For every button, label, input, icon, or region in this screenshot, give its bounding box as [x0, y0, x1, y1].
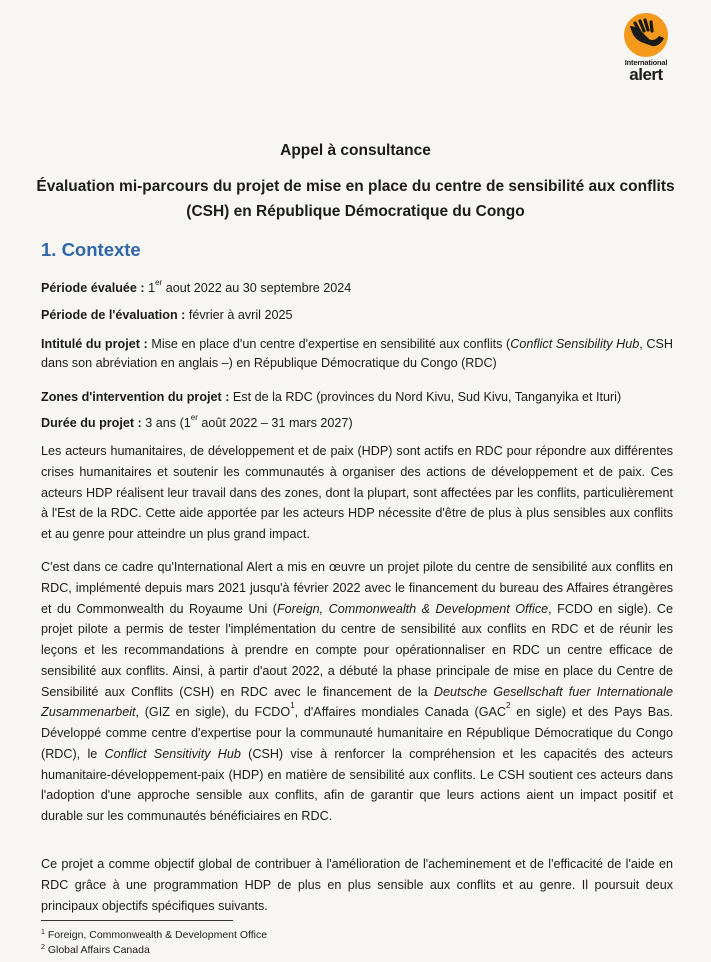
paragraph-2 — [41, 557, 673, 827]
superscript: er — [190, 413, 198, 422]
text-run: C'est dans ce cadre qu'International Alert a mis en œuvre un projet pilote du centre de sensibilité aux conflits en RDC, implémenté depuis mars 2021 jusqu'à février 2022 avec le financement du bureau des Affaires étrangères et du Commonwealth du Royaume Uni ( — [41, 560, 673, 616]
field-periode-evaluation — [41, 305, 673, 325]
section-heading: 1. Contexte — [41, 239, 141, 260]
field-value-italic: Conflict Sensibility Hub — [510, 337, 640, 351]
field-zones — [41, 387, 673, 407]
field-label: Durée du projet : — [41, 416, 142, 430]
footnote-2 — [41, 944, 150, 957]
logo-text-bottom: alert — [629, 65, 663, 84]
field-duree — [41, 413, 673, 433]
footnote-ref: 2 — [506, 701, 511, 711]
field-periode-evaluee — [41, 278, 673, 298]
field-value: 1 — [148, 281, 156, 295]
superscript: er — [155, 278, 163, 287]
paragraph-3: Ce projet a comme objectif global de contribuer à l'amélioration de l'acheminement et de l'efficacité de l'aide en RDC grâce à une programmation HDP de plus en plus sensible aux conflits et au genre. Il poursuit deux principaux objectifs spécifiques suivants. — [41, 857, 673, 913]
document-title: Appel à consultance — [280, 142, 431, 159]
text-run: , d'Affaires mondiales Canada (GAC — [294, 705, 506, 720]
field-value: 3 ans (1 — [145, 416, 191, 430]
field-value: Est de la RDC (provinces du Nord Kivu, Sud Kivu, Tanganyika et Ituri) — [232, 390, 622, 404]
text-run: en sigle) et des Pays Bas. Développé comme centre d'expertise pour la communauté humanitaire en République Démocratique du Congo (RDC), le — [41, 705, 674, 761]
field-value: août 2022 – 31 mars 2027) — [197, 416, 353, 430]
footnote-ref: 1 — [290, 701, 295, 711]
field-label: Intitulé du projet : — [41, 337, 148, 351]
footnote-divider — [41, 920, 233, 921]
logo-text-top: International — [624, 58, 668, 67]
field-value: Mise en place d'un centre d'expertise en sensibilité aux conflits ( — [151, 337, 511, 351]
text-run: , FCDO en sigle). Ce projet pilote a permis de tester l'implémentation du centre de sensibilité aux conflits en RDC et de réunir les leçons et les recommandations à prendre en compte pour opérationnaliser en RDC un centre efficace de sensibilité aux conflits. Ainsi, à partir d'aout 2022, a débuté la phase principale de mise en place du Centre de Sensibilité aux Conflits (CSH) en RDC avec le financement de la — [41, 601, 673, 699]
footnote-text: Global Affairs Canada — [47, 944, 150, 956]
footnote-number: 2 — [41, 944, 45, 951]
field-value: février à avril 2025 — [188, 308, 293, 322]
text-run-italic: Deutsche Gesellschaft fuer Internationale Zusammenarbeit — [41, 684, 673, 720]
document-subtitle: Évaluation mi-parcours du projet de mise en place du centre de sensibilité aux conflits (CSH) en République Démocratique du Congo — [36, 178, 675, 220]
text-run-italic: Conflict Sensitivity Hub — [104, 746, 241, 761]
paragraph-1: Les acteurs humanitaires, de développement et de paix (HDP) sont actifs en RDC pour répondre aux différentes crises humanitaires et soutenir les communautés à organiser des actions de développement et de paix. Ces acteurs HDP réalisent leur travail dans des zones, dont la plupart, sont affectées par les conflits, particulièrement à l'Est de la RDC. Cette aide apportée par les acteurs HDP nécessite d'être de plus à plus sensibles aux conflits et au genre pour atteindre un plus grand impact. — [41, 444, 673, 541]
text-run: , (GIZ en sigle), du FCDO — [135, 705, 291, 720]
field-label: Période de l'évaluation : — [41, 308, 186, 322]
text-run-italic: Foreign, Commonwealth & Development Office — [276, 601, 549, 616]
text-run: (CSH) vise à renforcer la compréhension et les capacités des acteurs humanitaire-développement-paix (HDP) en matière de sensibilité aux conflits. Le CSH soutient ces acteurs dans l'adoption d'une approche sensible aux conflits, afin de garantir que leurs actions aient un impact positif et durable sur les communautés bénéficiaires en RDC. — [41, 746, 673, 823]
field-intitule — [41, 335, 673, 372]
field-value: , CSH dans son abréviation en anglais –) en République Démocratique du Congo (RDC) — [41, 337, 673, 370]
footnote-text: Foreign, Commonwealth & Development Office — [47, 929, 268, 941]
dove-hand-icon — [621, 12, 671, 58]
footnote-1 — [41, 929, 267, 942]
field-label: Zones d'intervention du projet : — [41, 390, 230, 404]
international-alert-logo — [618, 12, 674, 92]
field-value: aout 2022 au 30 septembre 2024 — [162, 281, 352, 295]
footnote-number: 1 — [41, 929, 45, 936]
field-label: Période évaluée : — [41, 281, 145, 295]
